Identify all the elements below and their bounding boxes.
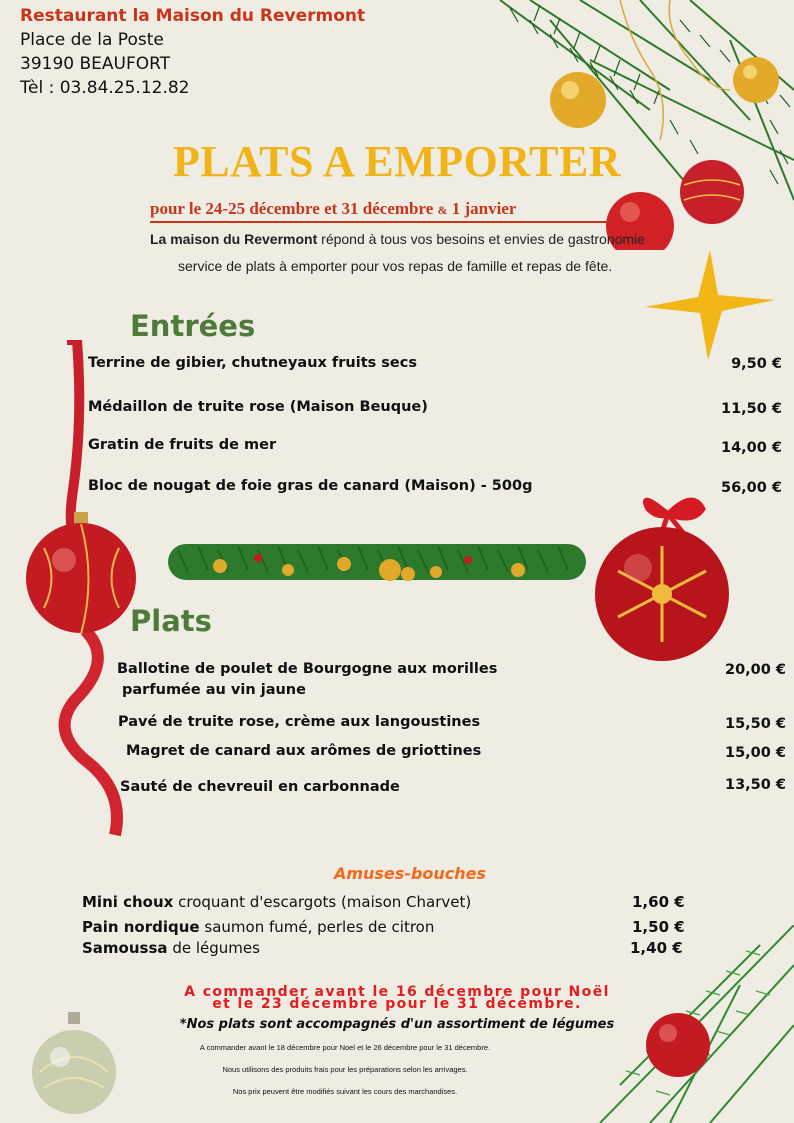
entree-item-name: Bloc de nougat de foie gras de canard (Maison) - 500g	[88, 478, 533, 494]
intro-line2: service de plats à emporter pour vos repas de famille et repas de fête.	[178, 258, 613, 274]
subtitle-part1: pour le 24-25 décembre et 31 décembre	[150, 199, 434, 218]
subtitle-part2: 1 janvier	[451, 199, 517, 218]
entree-item-name: Terrine de gibier, chutneyaux fruits secs	[88, 355, 417, 371]
amuse-item-price: 1,60 €	[632, 893, 685, 911]
fine-print-line: A commander avant le 18 décembre pour Noel et le 26 décembre pour le 31 décembre.	[199, 1043, 491, 1052]
plat-item-price: 20,00 €	[724, 662, 786, 678]
amuse-item-bold: Pain nordique	[82, 918, 200, 936]
phone-number: Tèl : 03.84.25.12.82	[20, 78, 190, 98]
intro-line1	[150, 231, 645, 247]
subtitle-ampersand: &	[437, 203, 448, 217]
intro-rest: répond à tous vos besoins et envies de gastronomie	[321, 231, 645, 247]
subtitle-dates	[150, 199, 516, 219]
order-deadline-line2: et le 23 décembre pour le 31 décembre.	[212, 996, 582, 1012]
plat-item-name: Pavé de truite rose, crème aux langoustines	[118, 714, 481, 730]
intro-bold: La maison du Revermont	[150, 231, 318, 247]
address-line1: Place de la Poste	[20, 30, 164, 50]
plat-item-name: Ballotine de poulet de Bourgogne aux morilles	[117, 661, 498, 677]
plat-item-name: Magret de canard aux arômes de griottines	[126, 743, 482, 759]
red-bauble-left	[24, 508, 139, 638]
amuse-item-price: 1,50 €	[632, 918, 685, 936]
plat-item-name-line2: parfumée au vin jaune	[122, 682, 306, 698]
section-heading-amuses: Amuses-bouches	[333, 864, 487, 883]
amuse-item-rest: de légumes	[172, 939, 260, 957]
entree-item-price: 14,00 €	[720, 440, 782, 456]
plat-item-price: 15,50 €	[724, 716, 786, 732]
entree-item-name: Gratin de fruits de mer	[88, 437, 277, 453]
pine-branches-top-right	[470, 0, 794, 250]
garland	[168, 530, 586, 590]
entree-item-name: Médaillon de truite rose (Maison Beuque)	[88, 399, 428, 415]
fine-print-line: Nos prix peuvent être modifiés suivant les cours des marchandises.	[232, 1087, 458, 1096]
snowflake-bauble	[588, 486, 738, 666]
section-heading-entrees: Entrées	[130, 309, 256, 343]
amuse-item-rest: saumon fumé, perles de citron	[204, 918, 435, 936]
amuse-item-rest: croquant d'escargots (maison Charvet)	[178, 893, 472, 911]
entree-item-price: 9,50 €	[731, 356, 782, 372]
plat-item-name: Sauté de chevreuil en carbonnade	[120, 779, 400, 795]
restaurant-name: Restaurant la Maison du Revermont	[20, 6, 366, 26]
plat-item-price: 13,50 €	[724, 777, 786, 793]
accompaniment-note: *Nos plats sont accompagnés d'un assortiment de légumes	[179, 1017, 615, 1032]
amuse-item-price: 1,40 €	[630, 939, 683, 957]
section-heading-plats: Plats	[130, 604, 212, 638]
amuse-item-bold: Mini choux	[82, 893, 174, 911]
amuse-item	[82, 918, 434, 936]
plat-item-price: 15,00 €	[724, 745, 786, 761]
address-line2: 39190 BEAUFORT	[20, 54, 171, 74]
amuse-item-bold: Samoussa	[82, 939, 168, 957]
entree-item-price: 56,00 €	[720, 480, 782, 496]
gold-star-icon	[640, 245, 780, 365]
order-deadline-line1: A commander avant le 16 décembre pour Noël	[184, 984, 610, 1000]
amuse-item	[82, 893, 471, 911]
page-title: PLATS A EMPORTER	[172, 137, 622, 186]
fine-print-line: Nous utilisons des produits frais pour les préparations selon les arrivages.	[222, 1065, 468, 1074]
entree-item-price: 11,50 €	[720, 401, 782, 417]
subtitle-underline	[150, 221, 610, 223]
amuse-item	[82, 939, 260, 957]
